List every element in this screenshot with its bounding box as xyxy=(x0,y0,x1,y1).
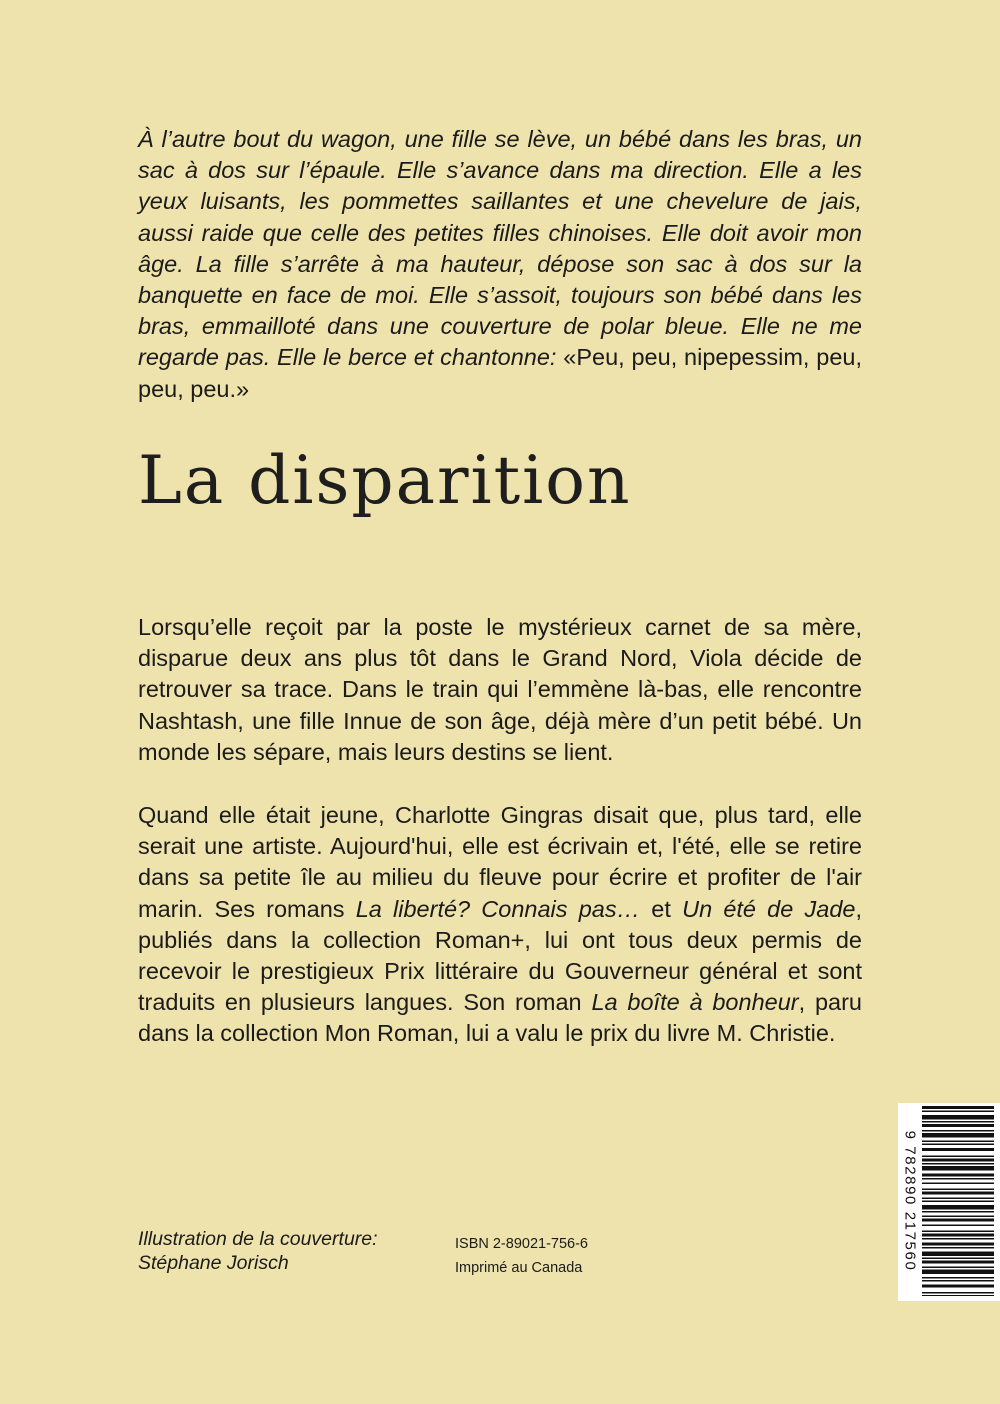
bio-book-title-1: La liberté? Connais pas… xyxy=(355,895,641,922)
barcode-digits-text: 9 782890 217560 xyxy=(901,1130,919,1272)
bio-text-1: Quand elle était jeune, Charlotte Gingras disait que, plus tard, elle serait une artiste. Aujourd'hui, elle est écrivain et, l'été, elle se retire dans sa petite île au milieu du fleuve pour écrire et profiter de l'air marin. Ses romans xyxy=(138,802,862,922)
back-cover-excerpt xyxy=(138,124,862,405)
illustration-credit xyxy=(138,1227,378,1275)
book-title: La disparition xyxy=(138,442,632,519)
bio-text-4: , paru dans la collection Mon Roman, lui a valu le prix du livre M. Christie. xyxy=(138,989,863,1047)
bio-book-title-3: La boîte à bonheur xyxy=(591,989,799,1016)
illustration-credit-label: Illustration de la couverture: xyxy=(138,1228,378,1250)
author-bio xyxy=(138,800,862,1050)
book-summary: Lorsqu’elle reçoit par la poste le mystérieux carnet de sa mère, disparue deux ans plus tôt dans le Grand Nord, Viola décide de retrouver sa trace. Dans le train qui l’emmène là-bas, elle rencontre Nashtash, une fille Innue de son âge, déjà mère d’un petit bébé. Un monde les sépare, mais leurs destins se lient. xyxy=(138,614,862,765)
bio-book-title-2: Un été de Jade xyxy=(682,895,856,922)
bio-text-2: et xyxy=(640,895,683,922)
excerpt-quote: «Peu, peu, nipepessim, peu, peu, peu.» xyxy=(138,344,862,402)
bio-text-3: , publiés dans la collection Roman+, lui ont tous deux permis de recevoir le prestigieux Prix littéraire du Gouverneur général et sont traduits en plusieurs langues. Son roman xyxy=(138,895,862,1016)
barcode-icon xyxy=(922,1106,994,1296)
printed-in: Imprimé au Canada xyxy=(455,1260,583,1276)
publication-info xyxy=(455,1232,588,1280)
barcode-number xyxy=(900,1106,920,1296)
isbn: ISBN 2-89021-756-6 xyxy=(455,1236,588,1252)
excerpt-text: À l’autre bout du wagon, une fille se lève, un bébé dans les bras, un sac à dos sur l’épaule. Elle s’avance dans ma direction. Elle a les yeux luisants, les pommettes saillantes et une chevelure de jais, aussi raide que celle des petites filles chinoises. Elle doit avoir mon âge. La fille s’arrête à ma hauteur, dépose son sac à dos sur la banquette en face de moi. Elle s’assoit, toujours son bébé dans les bras, emmailloté dans une couverture de polar bleue. Elle ne me regarde pas. Elle le berce et chantonne: xyxy=(138,126,862,371)
illustrator-name: Stéphane Jorisch xyxy=(138,1252,289,1274)
